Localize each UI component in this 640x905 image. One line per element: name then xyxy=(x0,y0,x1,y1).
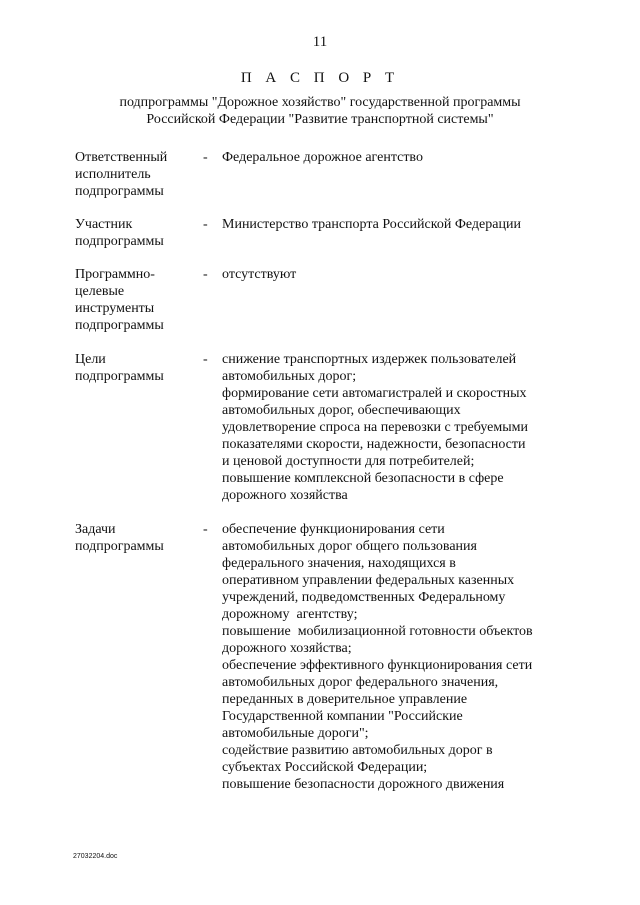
row-label xyxy=(75,351,203,385)
row-label xyxy=(75,149,203,200)
label-line: подпрограммы xyxy=(75,234,164,249)
label-line: подпрограммы xyxy=(75,539,164,554)
label-line: Цели xyxy=(75,352,106,367)
value-line: формирование сети автомагистралей и скоростных xyxy=(222,386,527,401)
value-line: снижение транспортных издержек пользователей xyxy=(222,352,517,367)
row-value xyxy=(222,149,565,166)
passport-row-participant xyxy=(75,216,565,250)
value-line: Министерство транспорта Российской Федерации xyxy=(222,217,521,232)
label-line: Участник xyxy=(75,217,133,232)
subtitle-line: подпрограммы "Дорожное хозяйство" государственной программы xyxy=(119,95,521,110)
value-line: содействие развитию автомобильных дорог в xyxy=(222,743,493,758)
value-line: учреждений, подведомственных Федеральному xyxy=(222,590,506,605)
subtitle-line: Российской Федерации "Развитие транспортной системы" xyxy=(146,112,494,127)
row-dash: - xyxy=(203,150,208,165)
passport-row-goals xyxy=(75,351,565,504)
value-line: оперативном управлении федеральных казенных xyxy=(222,573,515,588)
value-line: дорожного хозяйства; xyxy=(222,641,352,656)
value-line: дорожного хозяйства xyxy=(222,488,348,503)
value-line: автомобильных дорог, обеспечивающих xyxy=(222,403,461,418)
row-dash: - xyxy=(203,352,208,367)
label-line: исполнитель xyxy=(75,167,151,182)
row-label xyxy=(75,216,203,250)
label-line: инструменты xyxy=(75,301,155,316)
value-line: автомобильных дорог общего пользования xyxy=(222,539,477,554)
value-line: переданных в доверительное управление xyxy=(222,692,468,707)
row-value xyxy=(222,216,565,233)
value-line: повышение мобилизационной готовности объектов xyxy=(222,624,533,639)
row-dash: - xyxy=(203,267,208,282)
label-line: Задачи xyxy=(75,522,116,537)
row-label xyxy=(75,521,203,555)
label-line: подпрограммы xyxy=(75,369,164,384)
passport-row-responsible-executor xyxy=(75,149,565,200)
value-line: отсутствуют xyxy=(222,267,297,282)
value-line: автомобильные дороги"; xyxy=(222,726,369,741)
document-title: П А С П О Р Т xyxy=(240,70,400,86)
row-value xyxy=(222,351,565,504)
label-line: подпрограммы xyxy=(75,184,164,199)
row-dash: - xyxy=(203,217,208,232)
row-value xyxy=(222,266,565,283)
row-label xyxy=(75,266,203,334)
value-line: субъектах Российской Федерации; xyxy=(222,760,428,775)
value-line: и ценовой доступности для потребителей; xyxy=(222,454,475,469)
value-line: автомобильных дорог; xyxy=(222,369,357,384)
document-subtitle xyxy=(40,94,600,128)
value-line: обеспечение функционирования сети xyxy=(222,522,445,537)
value-line: повышение комплексной безопасности в сфере xyxy=(222,471,504,486)
value-line: повышение безопасности дорожного движения xyxy=(222,777,505,792)
value-line: обеспечение эффективного функционирования сети xyxy=(222,658,533,673)
passport-table xyxy=(75,149,565,793)
value-line: дорожному агентству; xyxy=(222,607,358,622)
row-dash: - xyxy=(203,522,208,537)
file-name-footer: 27032204.doc xyxy=(73,853,118,860)
value-line: автомобильных дорог федерального значения, xyxy=(222,675,499,690)
value-line: показателями скорости, надежности, безопасности xyxy=(222,437,526,452)
passport-row-program-instruments xyxy=(75,266,565,334)
label-line: подпрограммы xyxy=(75,318,164,333)
passport-row-tasks xyxy=(75,521,565,793)
page-number: 11 xyxy=(312,34,328,50)
value-line: федерального значения, находящихся в xyxy=(222,556,456,571)
value-line: Федеральное дорожное агентство xyxy=(222,150,423,165)
value-line: удовлетворение спроса на перевозки с требуемыми xyxy=(222,420,528,435)
label-line: Ответственный xyxy=(75,150,168,165)
label-line: Программно- xyxy=(75,267,155,282)
value-line: Государственной компании "Российские xyxy=(222,709,463,724)
row-value xyxy=(222,521,565,793)
label-line: целевые xyxy=(75,284,125,299)
